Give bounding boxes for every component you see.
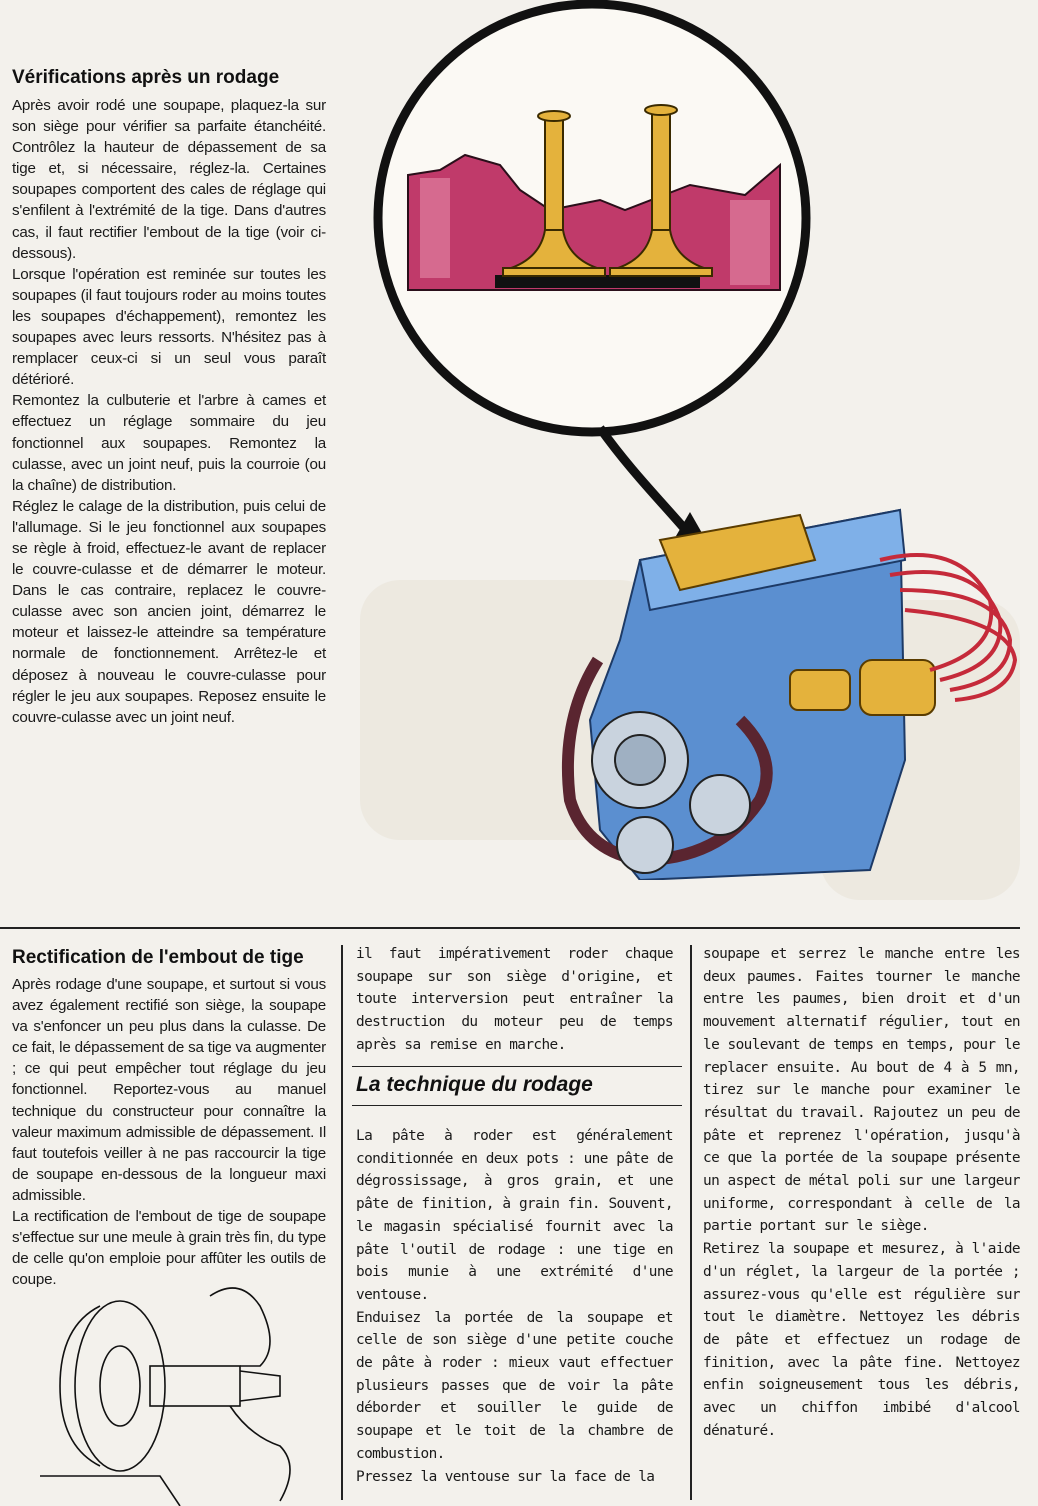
paragraph: il faut impérativement roder chaque soupape sur son siège d'origine, et toute interversion peut entraîner la destruction du moteur peu de temps après sa remise en marche. [356,946,673,1053]
section-verifications-body [12,95,326,728]
subsection-title-box [352,1066,682,1106]
column-divider [341,945,343,1500]
hand-left [210,1288,270,1366]
hand-right [230,1406,290,1501]
paragraph: soupape et serrez le manche entre les deux paumes. Faites tourner le manche entre les paumes, bien droit et d'un mouvement alternatif régulier, tout en le soulevant de temps en temps, pour le replacer ensuite. Au bout de 4 à 5 mn, tirez sur le manche pour examiner le résultat du travail. Rajoutez un peu de pâte et reprenez l'opération, jusqu'à ce que la portée de la soupape présente un aspect de métal poli sur une largeur uniforme, correspondant à celle de la partie portant sur le siège. [703,946,1020,1235]
paragraph: Lorsque l'opération est reminée sur toutes les soupapes (il faut toujours roder au moins toutes les soupapes d'échappement), remontez les soupapes avec leurs ressorts. N'hésitez pas à remplacer ceux-ci si un seul vous paraît détérioré. [12,265,326,389]
lower-pulley [617,817,673,873]
paragraph: La rectification de l'embout de tige de soupape s'effectue sur une meule à grain très fin, du type de celle qu'on emploie pour affûter les outils de coupe. [12,1208,326,1289]
section-rectification-body [12,974,326,1290]
paragraph: Réglez le calage de la distribution, puis celui de l'allumage. Si le jeu fonctionnel aux soupapes se règle à froid, effectuez-le avant de replacer le couvre-culasse et de démarrer le moteur. Dans le cas contraire, replacez le couvre-culasse avec son ancien joint, démarrez le moteur et laissez-le atteindre sa température normale de fonctionnement. Arrêtez-le et déposez à nouveau le couvre-culasse pour régler le jeu aux soupapes. Reposez ensuite le couvre-culasse avec un joint neuf. [12,497,326,726]
paragraph: Retirez la soupape et mesurez, à l'aide d'un réglet, la largeur de la portée ; assurez-vous qu'elle est régulière sur tout le diamètre. Nettoyez les débris de pâte et effectuez un rodage de finition, avec la pâte fine. Nettoyez enfin soigneusement tous les débris, avec un chiffon imbibé d'alcool dénaturé. [703,1241,1020,1439]
paragraph: Remontez la culbuterie et l'arbre à cames et effectuez un réglage sommaire du jeu fonctionnel aux soupapes. Remontez la culasse, avec un joint neuf, puis la courroie (ou la chaîne) de distribution. [12,392,326,494]
middle-column-intro [356,943,673,1057]
paragraph: Enduisez la portée de la soupape et celle de son siège d'une petite couche de pâte à roder : mieux vaut effectuer plusieurs passes que de voir la pâte déborder et souiller le guide de soupape et le toit de la chambre de combustion. [356,1309,673,1462]
section-divider [0,927,1020,929]
grinder-illustration [40,1266,330,1506]
paragraph: Après avoir rodé une soupape, plaquez-la sur son siège pour vérifier sa parfaite étanchéité. Contrôlez la hauteur de dépassement de sa tige et, si nécessaire, réglez-la. Certaines soupapes comportent des cales de réglage qui s'enfilent à l'extrémité de la tige. Dans d'autres cas, il faut rectifier l'embout de la tige (voir ci-dessous). [12,97,326,262]
right-column-body [703,943,1020,1442]
engine-illustration [548,490,1038,880]
column-divider [690,945,692,1500]
middle-column-body [356,1125,673,1488]
section-title-verifications: Vérifications après un rodage [12,67,280,88]
tensioner-pulley [690,775,750,835]
subsection-title: La technique du rodage [356,1073,593,1096]
paragraph: Pressez la ventouse sur la face de la [356,1468,655,1485]
section-title-rectification: Rectification de l'embout de tige [12,947,304,968]
distributor [860,660,935,715]
paragraph: Après rodage d'une soupape, et surtout si vous avez également rectifié son siège, la soupape va s'enfoncer un peu plus dans la culasse. De ce fait, le dépassement de sa tige va augmenter ; ce qui peut empêcher tout réglage du jeu fonctionnel. Reportez-vous au manuel technique du constructeur pour connaître la valeur maximum admissible de dépassement. Il faut toutefois veiller à ne pas raccourcir la tige de soupape en-dessous de la longueur maxi admissible. [12,976,326,1204]
paragraph: La pâte à roder est généralement conditionnée en deux pots : une pâte de dégrossissage, à gros grain, et une pâte de finition, à grain fin. Souvent, le magasin spécialisé fournit avec la pâte l'outil de rodage : une tige en bois munie à une extrémité d'une ventouse. [356,1128,673,1303]
valve-section-inset [350,0,870,540]
grinding-wheel [60,1306,100,1466]
